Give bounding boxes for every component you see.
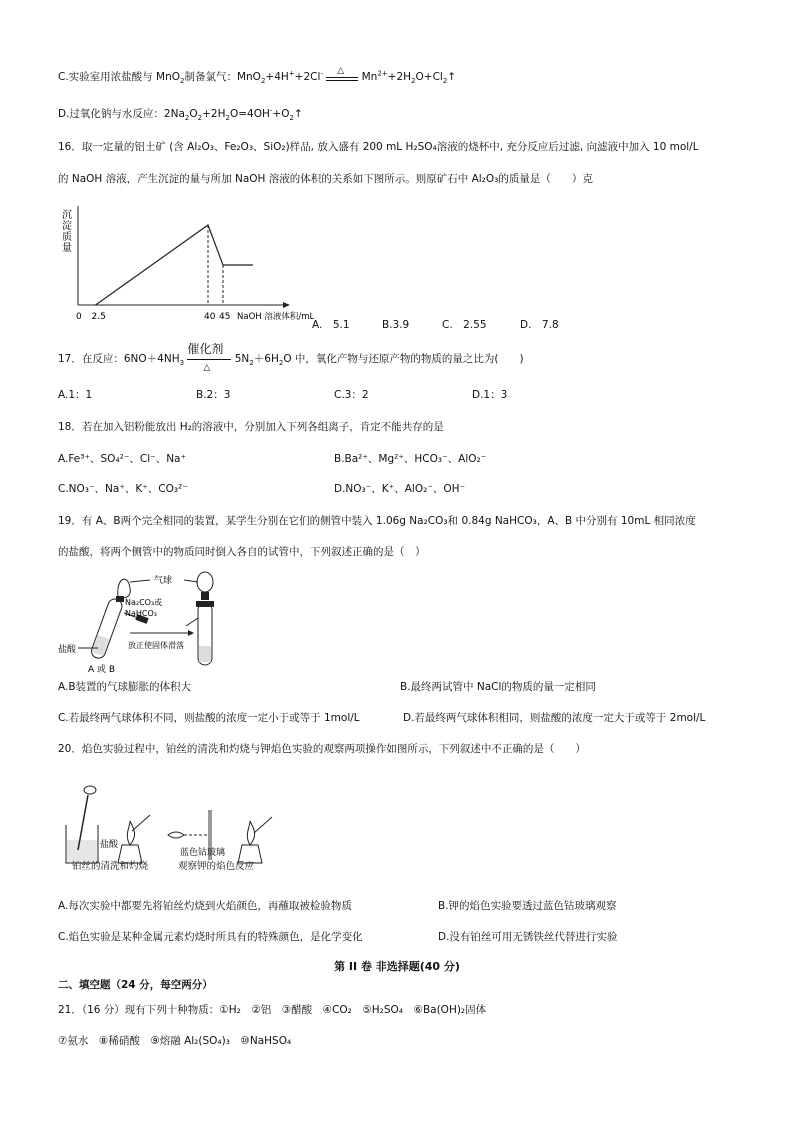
q17-option-d[interactable]: D.1：3	[472, 389, 508, 401]
q19-stem-line2: 的盐酸，将两个侧管中的物质同时倒入各自的试管中，下列叙述正确的是（ ）	[58, 546, 426, 558]
q20-stem: 20．焰色实验过程中，铂丝的清洗和灼烧与钾焰色实验的观察两项操作如图所示，下列叙述中不正确的是（ ）	[58, 743, 586, 755]
q16-option-a[interactable]: A. 5.1	[312, 319, 350, 331]
y-axis-label-char: 沉	[62, 210, 72, 221]
q17-option-b[interactable]: B.2：3	[196, 389, 231, 401]
precipitate-line	[96, 225, 254, 305]
q19-option-c[interactable]: C.若最终两气球体积不同，则盐酸的浓度一定小于或等于 1mol/L	[58, 712, 360, 724]
fig-solid-label-2: NaHCO₃	[125, 609, 157, 618]
q18-option-a[interactable]: A.Fe³⁺、SO₄²⁻、Cl⁻、Na⁺	[58, 453, 187, 465]
q18-stem: 18．若在加入铝粉能放出 H₂的溶液中，分别加入下列各组离子，肯定不能共存的是	[58, 421, 444, 433]
q20-option-c[interactable]: C.焰色实验是某种金属元素灼烧时所具有的特殊颜色，是化学变化	[58, 931, 363, 943]
q18-option-d[interactable]: D.NO₃⁻、K⁺、AlO₂⁻、OH⁻	[334, 483, 466, 495]
q15-option-d: D.过氧化钠与水反应：$2Na_2O_2+2H_2O=4OH^-+O_2↑$	[58, 106, 303, 123]
q16-option-b[interactable]: B.3.9	[382, 319, 410, 331]
q20-option-a[interactable]: A.每次实验中都要先将铂丝灼烧到火焰颜色，再蘸取被检验物质	[58, 900, 352, 912]
q16-stem-line2: 的 NaOH 溶液，产生沉淀的量与所加 NaOH 溶液的体积的关系如下图所示。则原矿石中 Al₂O₃的质量是（ ）克	[58, 173, 593, 185]
heat-symbol: △	[337, 66, 345, 76]
fig-acid-label: 盐酸	[100, 840, 119, 850]
q19-option-a[interactable]: A.B装置的气球膨胀的体积大	[58, 681, 192, 693]
fig-acid-label: 盐酸	[58, 645, 77, 655]
x-axis-arrow	[283, 302, 290, 308]
y-axis-label-char: 淀	[62, 221, 72, 232]
x-tick-label: 2.5	[91, 312, 106, 322]
q20-flame-test-figure	[58, 765, 278, 875]
x-tick-label: 40	[204, 312, 216, 322]
q16-chart	[58, 200, 315, 330]
q19-option-b[interactable]: B.最终两试管中 NaCl的物质的量一定相同	[400, 681, 596, 693]
fig-ab-label: A 或 B	[88, 665, 116, 675]
q17-option-a[interactable]: A.1：1	[58, 389, 93, 401]
q16-option-d[interactable]: D. 7.8	[520, 319, 559, 331]
heat-symbol: △	[203, 363, 211, 373]
fig-action-label: 放正使固体滑落	[128, 641, 184, 650]
section-subtitle: 二、填空题（24 分，每空两分）	[58, 979, 213, 991]
q20-fig-caption-2: 观察钾的焰色反应	[178, 861, 255, 872]
y-axis-label-char: 量	[62, 243, 72, 254]
fig-balloon-label: 气球	[154, 576, 173, 586]
q17-stem: 17．在反应：$6NO+4NH_3$ 催化剂 △ $5N_2+6H_2O$ 中，氧化产物与还原产物的物质的量之比为( )	[58, 342, 524, 373]
q20-option-b[interactable]: B.钾的焰色实验要透过蓝色钴玻璃观察	[438, 900, 617, 912]
y-axis-label-char: 质	[62, 232, 72, 243]
q19-option-d[interactable]: D.若最终两气球体积相同，则盐酸的浓度一定大于或等于 2mol/L	[403, 712, 706, 724]
q20-option-d[interactable]: D.没有铂丝可用无锈铁丝代替进行实验	[438, 931, 618, 943]
q18-option-c[interactable]: C.NO₃⁻、Na⁺、K⁺、CO₃²⁻	[58, 483, 188, 495]
q21-line1: 21．（16 分）现有下列十种物质：①H₂ ②铝 ③醋酸 ④CO₂ ⑤H₂SO₄ ⑥Ba(OH)₂固体	[58, 1004, 487, 1016]
q15-option-c: C.实验室用浓盐酸与 MnO$_2$制备氯气：MnO$_2$+4H++2Cl- △ $Mn^{2+}+2H_2O+Cl_2↑$	[58, 66, 457, 86]
q16-option-c[interactable]: C. 2.55	[442, 319, 487, 331]
fig-glass-label: 蓝色钴玻璃	[180, 848, 226, 858]
section-title: 第 II 卷 非选择题(40 分)	[334, 960, 460, 973]
q19-apparatus-figure	[58, 568, 248, 678]
q19-stem-line1: 19．有 A、B两个完全相同的装置，某学生分别在它们的侧管中装入 1.06g Na₂CO₃和 0.84g NaHCO₃，A、B 中分别有 10mL 相同浓度	[58, 515, 696, 527]
x-tick-label: 45	[219, 312, 231, 322]
catalyst-label: 催化剂	[187, 342, 224, 356]
q20-fig-caption-1: 铂丝的清洗和灼烧	[72, 861, 149, 872]
x-tick-label: 0	[76, 312, 82, 322]
q16-stem-line1: 16．取一定量的铝土矿 (含 Al₂O₃、Fe₂O₃、SiO₂)样品, 放入盛有 200 mL H₂SO₄溶液的烧杯中, 充分反应后过滤, 向滤液中加入 10 mol/L	[58, 141, 699, 153]
q21-line2: ⑦氨水 ⑧稀硝酸 ⑨熔融 Al₂(SO₄)₃ ⑩NaHSO₄	[58, 1035, 292, 1047]
x-axis-label: NaOH 溶液体积/mL	[237, 312, 315, 322]
q18-option-b[interactable]: B.Ba²⁺、Mg²⁺、HCO₃⁻、AlO₂⁻	[334, 453, 487, 465]
q17-option-c[interactable]: C.3：2	[334, 389, 369, 401]
fig-solid-label-1: Na₂CO₃或	[125, 598, 163, 607]
